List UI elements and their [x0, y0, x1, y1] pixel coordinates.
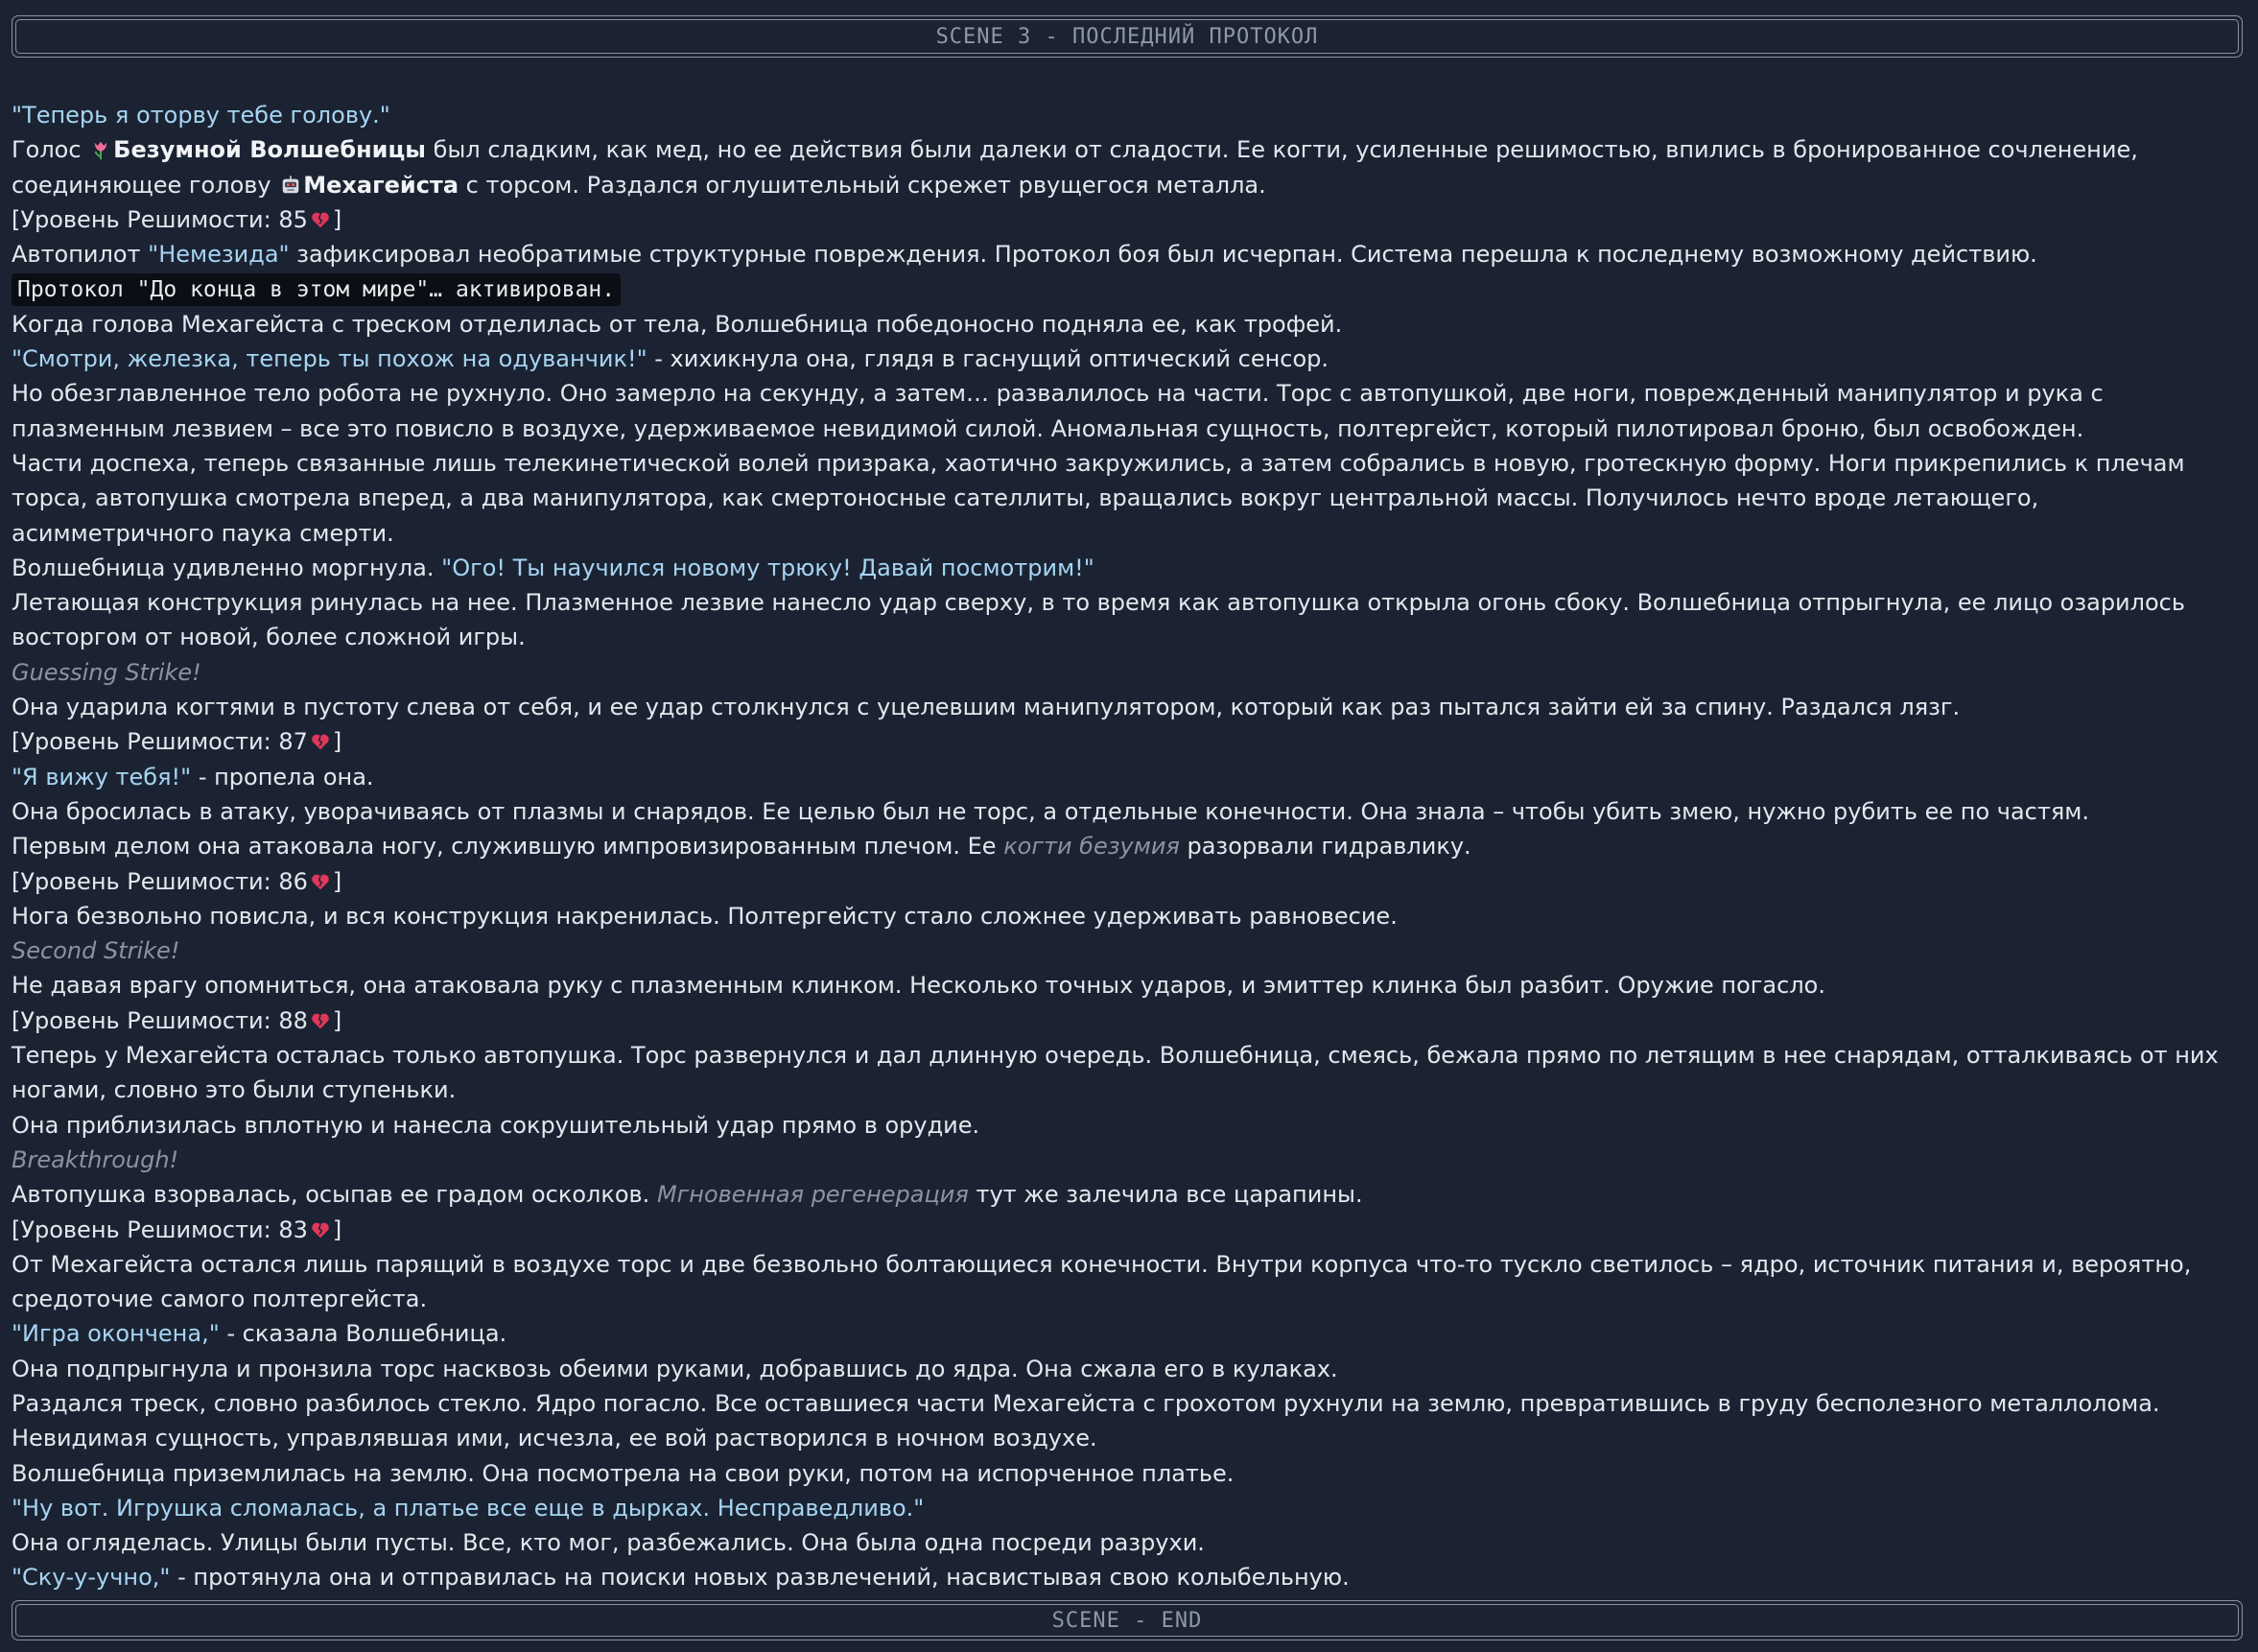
narration-text: разорвали гидравлику. — [1179, 833, 1471, 861]
broken-heart-icon — [310, 731, 331, 752]
story-line — [12, 237, 2245, 271]
broken-heart-icon — [310, 871, 331, 892]
story-line — [12, 1177, 2245, 1212]
story-line: Раздался треск, словно разбилось стекло. Ядро погасло. Все оставшиеся части Мехагейста с грохотом рухнули на землю, превратившись в груду бесполезного металлолома. — [12, 1389, 2160, 1417]
story-line: Она огляделась. Улицы были пусты. Все, кто мог, разбежались. Она была одна посреди разрухи. — [12, 1529, 1205, 1557]
narration-text: с торсом. Раздался оглушительный скрежет рвущегося металла. — [459, 171, 1266, 199]
narration-text: тут же залечила все царапины. — [968, 1181, 1363, 1209]
story-line: Невидимая сущность, управлявшая ими, исчезла, ее вой растворился в ночном воздухе. — [12, 1425, 1097, 1452]
quote-text: "Я вижу тебя!" — [12, 763, 192, 791]
broken-heart-icon — [310, 1010, 331, 1031]
narration-text: - пропела она. — [191, 763, 374, 791]
narration-text: Автопушка взорвалась, осыпав ее градом осколков. — [12, 1181, 657, 1209]
robot-icon — [280, 175, 301, 196]
story-line: Нога безвольно повисла, и вся конструкция накренилась. Полтергейсту стало сложнее удерживать равновесие. — [12, 902, 1398, 930]
narration-text: - хихикнула она, глядя в гаснущий оптический сенсор. — [647, 345, 1329, 373]
quote-text: "Ну вот. Игрушка сломалась, а платье все еще в дырках. Несправедливо." — [12, 1494, 925, 1522]
narration-text: был сладким, как мед, но ее действия были далеки от сладости. Ее когти, усиленные решимостью, впились в бронированное сочленение, соединяющее голову — [12, 136, 2138, 199]
story-line — [12, 1491, 2245, 1525]
protocol-code-text: Протокол "До конца в этом мире"… активирован. — [12, 273, 621, 306]
story-line — [12, 342, 2245, 376]
story-line: Когда голова Мехагейста с треском отделилась от тела, Волшебница победоносно подняла ее, как трофей. — [12, 310, 1343, 338]
story-line — [12, 98, 2245, 132]
scene-end-banner — [12, 1600, 2243, 1640]
quote-text: "Ску-у-учно," — [12, 1564, 171, 1592]
scene-end-title: SCENE - END — [1051, 1608, 1203, 1633]
scene-title-banner — [12, 15, 2243, 58]
status-bracket: ] — [332, 867, 342, 895]
tulip-icon — [90, 139, 111, 160]
story-line: Части доспеха, теперь связанные лишь телекинетической волей призрака, хаотично закружились, а затем собрались в новую, гротескную форму. Ноги прикрепились к плечам торса, автопушка смотрела вперед, а два манипулятора, как смертоносные сателлиты, вращались вокруг центральной массы. Получилось нечто вроде летающего, асимметричного паука смерти. — [12, 449, 2185, 547]
story-line — [12, 760, 2245, 794]
quote-text: "Ого! Ты научился новому трюку! Давай посмотрим!" — [441, 554, 1094, 581]
skill-name: Мгновенная регенерация — [656, 1181, 969, 1209]
quote-text: "Игра окончена," — [12, 1320, 220, 1348]
character-name: Мехагейста — [303, 171, 459, 199]
narration-text: - сказала Волшебница. — [219, 1320, 507, 1348]
narration-text: - протянула она и отправилась на поиски новых развлечений, насвистывая свою колыбельную. — [170, 1564, 1350, 1592]
story-line: От Мехагейста остался лишь парящий в воздухе торс и две безвольно болтающиеся конечности. Внутри корпуса что-то тускло светилось – ядро, источник питания и, вероятно, средоточие самого полтергейста. — [12, 1250, 2192, 1313]
status-text: [Уровень Решимости: 86 — [12, 867, 308, 895]
story-line — [12, 829, 2245, 863]
status-text: [Уровень Решимости: 83 — [12, 1215, 308, 1243]
story-line: Но обезглавленное тело робота не рухнуло. Оно замерло на секунду, а затем… развалилось на части. Торс с автопушкой, две ноги, поврежденный манипулятор и рука с плазменным лезвием – все это повисло в воздухе, удерживаемое невидимой силой. Аномальная сущность, полтергейст, который пилотировал броню, был освобожден. — [12, 380, 2104, 442]
story-line — [12, 551, 2245, 585]
status-bracket: ] — [332, 728, 342, 756]
story-line — [12, 132, 2245, 202]
determination-status — [12, 1003, 2245, 1038]
status-text: [Уровень Решимости: 85 — [12, 205, 308, 233]
story-line: Теперь у Мехагейста осталась только автопушка. Торс развернулся и дал длинную очередь. Волшебница, смеясь, бежала прямо по летящим в нее снарядам, отталкиваясь от них ногами, словно это были ступеньки. — [12, 1042, 2219, 1104]
narration-text: Автопилот — [12, 241, 149, 269]
story-line: Она подпрыгнула и пронзила торс насквозь обеими руками, добравшись до ядра. Она сжала его в кулаках. — [12, 1355, 1338, 1382]
story-line — [12, 1316, 2245, 1351]
quote-text: "Теперь я оторву тебе голову." — [12, 102, 390, 129]
narration-text: Первым делом она атаковала ногу, служившую импровизированным плечом. Ее — [12, 833, 1004, 861]
status-text: [Уровень Решимости: 88 — [12, 1006, 308, 1034]
story-line: Не давая врагу опомниться, она атаковала руку с плазменным клинком. Несколько точных ударов, и эмиттер клинка был разбит. Оружие погасло. — [12, 972, 1825, 1000]
quote-text: "Немезида" — [148, 241, 290, 269]
determination-status — [12, 202, 2245, 237]
story-line: Она бросилась в атаку, уворачиваясь от плазмы и снарядов. Ее целью был не торс, а отдельные конечности. Она знала – чтобы убить змею, нужно рубить ее по частям. — [12, 797, 2090, 825]
story-line: Волшебница приземлилась на землю. Она посмотрела на свои руки, потом на испорченное платье. — [12, 1459, 1235, 1487]
determination-status — [12, 864, 2245, 899]
story-line: Она ударила когтями в пустоту слева от себя, и ее удар столкнулся с уцелевшим манипулятором, который как раз пытался зайти ей за спину. Раздался лязг. — [12, 694, 1961, 721]
broken-heart-icon — [310, 1219, 331, 1240]
status-bracket: ] — [332, 205, 342, 233]
action-label: Breakthrough! — [12, 1145, 179, 1173]
story-line — [12, 271, 2245, 306]
story-line: Она приблизилась вплотную и нанесла сокрушительный удар прямо в орудие. — [12, 1111, 980, 1139]
determination-status — [12, 724, 2245, 759]
narration-text: зафиксировал необратимые структурные повреждения. Протокол боя был исчерпан. Система перешла к последнему возможному действию. — [289, 241, 2037, 269]
quote-text: "Смотри, железка, теперь ты похож на одуванчик!" — [12, 345, 647, 373]
broken-heart-icon — [310, 209, 331, 230]
story-line: Летающая конструкция ринулась на нее. Плазменное лезвие нанесло удар сверху, в то время как автопушка открыла огонь сбоку. Волшебница отпрыгнула, ее лицо озарилось восторгом от новой, более сложной игры. — [12, 589, 2186, 651]
action-label: Guessing Strike! — [12, 658, 201, 686]
status-bracket: ] — [332, 1215, 342, 1243]
skill-name: когти безумия — [1003, 833, 1180, 861]
story-log — [12, 98, 2245, 1595]
character-name: Безумной Волшебницы — [113, 136, 426, 164]
action-label: Second Strike! — [12, 937, 180, 965]
story-line — [12, 1560, 2245, 1594]
narration-text: Волшебница удивленно моргнула. — [12, 554, 442, 581]
status-text: [Уровень Решимости: 87 — [12, 728, 308, 756]
status-bracket: ] — [332, 1006, 342, 1034]
scene-title: SCENE 3 - ПОСЛЕДНИЙ ПРОТОКОЛ — [935, 24, 1319, 49]
narration-text: Голос — [12, 136, 89, 164]
determination-status — [12, 1213, 2245, 1247]
